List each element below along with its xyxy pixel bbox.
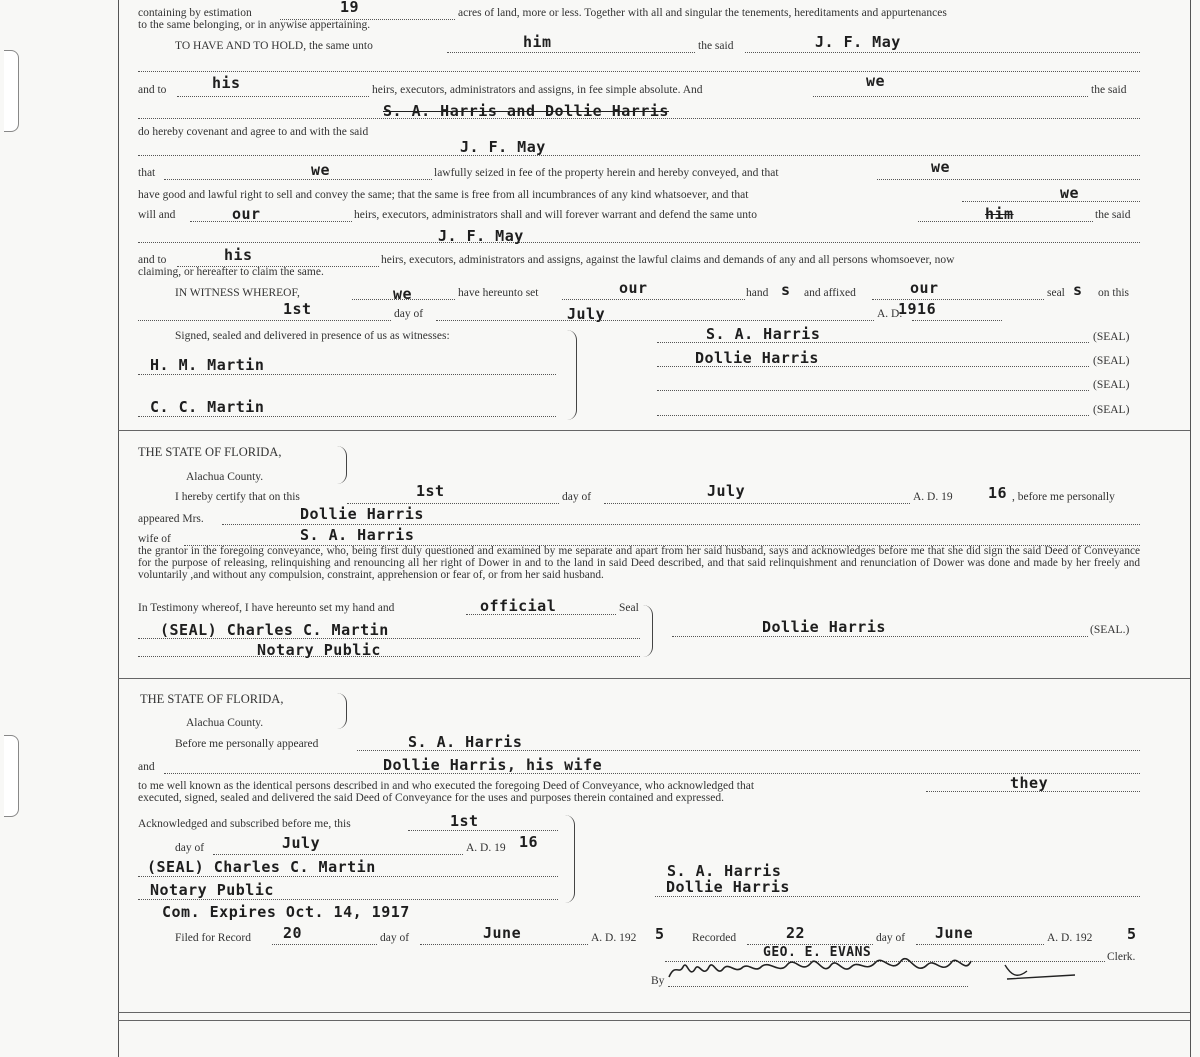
cert2-day: 1st [450,812,479,830]
rec-month: June [935,924,974,942]
cert1-day: 1st [416,482,445,500]
state-heading-1: THE STATE OF FLORIDA, [138,445,282,459]
bottom-rule-2 [118,1020,1190,1021]
rec-day: 22 [786,924,806,942]
signed-label: Signed, sealed and delivered in presence of us as witnesses: [175,330,450,342]
cert2-sig2: Dollie Harris [666,878,790,896]
state-brace-2 [336,693,347,729]
cert2-notary-3: Com. Expires Oct. 14, 1917 [162,903,410,921]
before-me-label: , before me personally [1012,491,1115,503]
seal-1: (SEAL) [1093,331,1130,343]
grantee-name-3: J. F. May [438,227,524,245]
seal-label: seal [1047,287,1065,299]
belonging-label: to the same belonging, or in anywise appertaining. [138,19,371,31]
grantors-names: S. A. Harris and Dollie Harris [383,102,669,120]
filed-label: Filed for Record [175,932,252,944]
cert2-brace [562,815,575,903]
we-2: we [931,158,951,176]
warrant-label: heirs, executors, administrators shall and will forever warrant and defend the same unto [354,209,758,221]
seized-label: lawfully seized in fee of the property herein and hereby conveyed, and that [434,167,779,179]
cert1-month: July [707,482,746,500]
his-2: his [224,246,253,264]
state-heading-2: THE STATE OF FLORIDA, [140,692,284,706]
we-3: we [1060,184,1080,202]
rec-day-of: day of [876,932,906,944]
witness-month: July [567,305,606,323]
and-to-label: and to [138,84,167,96]
hand-label: hand [746,287,769,299]
filed-day-of: day of [380,932,410,944]
official: official [480,597,557,615]
claiming-label: claiming, or hereafter to claim the same. [138,266,324,278]
affixed-label: and affixed [804,287,856,299]
on-this-label: on this [1098,287,1129,299]
bottom-rule-1 [118,1012,1190,1013]
hand-s: s [781,281,791,299]
witness-we: we [393,285,413,303]
claims-label: heirs, executors, administrators and assigns, against the lawful claims and demands of any and all persons whomsoever, now [381,254,955,266]
seal-3: (SEAL) [1093,379,1130,391]
heirs-fee-label: heirs, executors, administrators and assigns, in fee simple absolute. And [372,84,703,96]
section-divider-1 [118,430,1190,431]
rec-year: 5 [1127,925,1137,943]
section-divider-2 [118,678,1190,679]
cert1-year: 16 [988,484,1008,502]
cert2-month: July [282,834,321,852]
clerk-name: GEO. E. EVANS [763,945,872,960]
in-witness-label: IN WITNESS WHEREOF, [175,287,300,299]
filed-year: 5 [655,925,665,943]
cert2-name1: S. A. Harris [408,733,523,751]
cert1-notary-2: Notary Public [257,641,381,659]
acknowledged-label: Acknowledged and subscribed before me, this [138,818,351,830]
seal-2: (SEAL) [1093,355,1130,367]
filed-ad: A. D. 192 [591,932,637,944]
seal-s: s [1073,281,1083,299]
executed-label: executed, signed, sealed and delivered the said Deed of Conveyance for the uses and purposes therein contained and expressed. [138,792,724,804]
containing-label: containing by estimation [138,7,252,19]
state-brace-1 [336,446,347,484]
cert2-day-of: day of [175,842,205,854]
cert1-signature: Dollie Harris [762,618,886,636]
have-hereunto-label: have hereunto set [458,287,539,299]
witness-year: 1916 [898,300,937,318]
we-1: we [311,161,331,179]
filed-month: June [483,924,522,942]
him-2: him [985,205,1014,223]
grantee-name: J. F. May [815,33,901,51]
and-label: and [138,761,155,773]
witness-our-2: our [910,279,939,297]
witness-brace [560,330,577,420]
grantor-pronoun: we [866,72,886,90]
signature-1: S. A. Harris [706,325,821,343]
cert2-notary-1: (SEAL) Charles C. Martin [147,858,376,876]
grantee-possessive: his [212,74,241,92]
and-to-2-label: and to [138,254,167,266]
grantee-name-2: J. F. May [460,138,546,156]
witness-our: our [619,279,648,297]
before-label: Before me personally appeared [175,738,319,750]
county-1: Alachua County. [186,471,264,483]
rec-ad: A. D. 192 [1047,932,1093,944]
clerk-label: Clerk. [1107,951,1136,963]
county-2: Alachua County. [186,717,264,729]
cert1-husband: S. A. Harris [300,526,415,544]
cert1-notary-1: (SEAL) Charles C. Martin [160,621,389,639]
cert2-notary-2: Notary Public [150,881,274,899]
cert1-name: Dollie Harris [300,505,424,523]
known-label: to me well known as the identical persons described in and who executed the foregoing Deed of Conveyance, who acknowledged that [138,780,755,792]
cert2-sig1: S. A. Harris [667,862,782,880]
our-1: our [232,205,261,223]
by-label: By [651,975,665,987]
acres-value: 19 [340,0,360,16]
cert1-body: the grantor in the foregoing conveyance, who, being first duly questioned and examined by me separate and apart from her said husband, says and acknowledges before me that she did sign the said Deed of Conveyance for the purpose of releasing, relinquishing and renouncing all her right of Dower in and to the land in said Deed described, and that said relinquishment and renunciation of Dower was done and made by her freely and voluntarily ,and without any compulsion, constraint, apprehension or fear of, or from her said husband. [138,545,1140,581]
recorded-label: Recorded [692,932,737,944]
seal-4: (SEAL) [1093,404,1130,416]
filed-day: 20 [283,924,303,942]
cert2-name2: Dollie Harris, his wife [383,756,603,774]
witness-1: H. M. Martin [150,356,265,374]
day-of-label: day of [394,308,424,320]
witness-day: 1st [283,300,312,318]
right-label: have good and lawful right to sell and convey the same; that the same is free from all incumbrances of any kind whatsoever, and that [138,189,749,201]
cert2-year: 16 [519,833,539,851]
punch-hole-top [4,50,19,132]
cert1-day-of: day of [562,491,592,503]
ad-label: A. D. [877,308,903,320]
the-said-label: the said [698,40,734,52]
acres-label: acres of land, more or less. Together with all and singular the tenements, hereditaments and appurtenances [458,7,947,19]
testimony-label: In Testimony whereof, I have hereunto set my hand and [138,602,395,614]
covenant-label: do hereby covenant and agree to and with the said [138,126,369,138]
left-margin-rule [118,0,119,1057]
cert2-they: they [1010,774,1049,792]
certify-label: I hereby certify that on this [175,491,300,503]
cert2-ad: A. D. 19 [466,842,506,854]
signature-2: Dollie Harris [695,349,819,367]
the-said-end-label: the said [1091,84,1127,96]
will-and-label: will and [138,209,176,221]
witness-2: C. C. Martin [150,398,265,416]
cert1-seal: (SEAL.) [1090,624,1130,636]
wife-of-label: wife of [138,533,171,545]
appeared-label: appeared Mrs. [138,513,204,525]
seal-word: Seal [619,602,639,614]
grantee-pronoun: him [523,33,552,51]
right-margin-rule [1190,0,1191,1057]
the-said-3-label: the said [1095,209,1131,221]
punch-hole-bottom [4,735,19,817]
habendum-label: TO HAVE AND TO HOLD, the same unto [175,40,373,52]
deputy-clerk-signature [665,945,1085,990]
that-label: that [138,167,156,179]
cert1-brace [640,605,653,657]
cert1-ad: A. D. 19 [913,491,953,503]
